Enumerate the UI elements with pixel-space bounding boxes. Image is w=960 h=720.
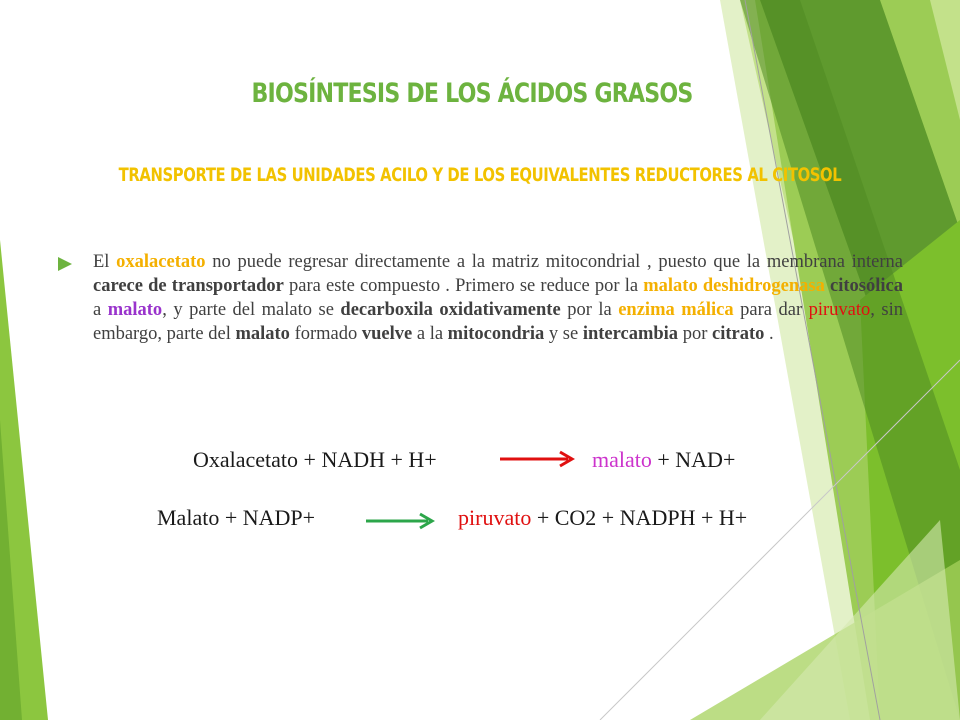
- text-segment: a la: [412, 324, 448, 344]
- green-arrow-icon: [366, 512, 438, 530]
- term-oxalacetato: oxalacetato: [116, 252, 206, 272]
- text-segment: , sin embargo, parte del: [93, 300, 903, 344]
- text-segment: por: [678, 324, 712, 344]
- term-intercambia: intercambia: [582, 324, 679, 344]
- equation-2-product-piruvato: piruvato: [458, 505, 532, 530]
- text-segment: para dar: [733, 300, 809, 320]
- triangle-bullet-icon: [58, 257, 72, 271]
- equation-1-reactants: Oxalacetato + NADH + H+: [193, 447, 437, 472]
- term-citosolica: citosólica: [830, 276, 903, 296]
- term-citrato: citrato: [711, 324, 765, 344]
- text-segment: no puede regresar directamente a la matriz mitocondrial , puesto que la membrana interna: [205, 252, 903, 272]
- equation-2-reactants: Malato + NADP+: [157, 505, 316, 530]
- term-vuelve: vuelve: [361, 324, 413, 344]
- equation-2-product-rest: + CO2 + NADPH + H+: [531, 505, 748, 530]
- red-arrow-icon: [500, 450, 578, 468]
- body-paragraph: [93, 250, 903, 346]
- text-segment: formado: [289, 324, 362, 344]
- term-enzima-malica: enzima málica: [618, 300, 734, 320]
- text-segment: y se: [544, 324, 583, 344]
- term-carece-de-transportador: carece de transportador: [93, 276, 284, 296]
- equation-1-product-malato: malato: [592, 447, 652, 472]
- slide-subtitle: TRANSPORTE DE LAS UNIDADES ACILO Y DE LOS EQUIVALENTES REDUCTORES AL CITOSOL: [118, 164, 842, 186]
- term-decarboxila-oxidativamente: decarboxila oxidativamente: [340, 300, 561, 320]
- slide-title: BIOSÍNTESIS DE LOS ÁCIDOS GRASOS: [251, 78, 693, 109]
- text-segment: a: [93, 300, 108, 320]
- term-malato-deshidrogenasa: malato deshidrogenasa: [643, 276, 825, 296]
- text-segment: , y parte del malato se: [162, 300, 341, 320]
- term-malato-bold: malato: [235, 324, 290, 344]
- equation-1-product-rest: + NAD+: [651, 447, 736, 472]
- text-segment: por la: [560, 300, 619, 320]
- text-segment: para este compuesto . Primero se reduce por la: [283, 276, 644, 296]
- equation-2-products: [458, 505, 747, 531]
- equation-1-products: [592, 447, 735, 473]
- text-segment: El: [93, 252, 117, 272]
- term-malato: malato: [107, 300, 163, 320]
- term-mitocondria: mitocondria: [447, 324, 545, 344]
- term-piruvato: piruvato: [808, 300, 871, 320]
- text-segment: .: [764, 324, 774, 344]
